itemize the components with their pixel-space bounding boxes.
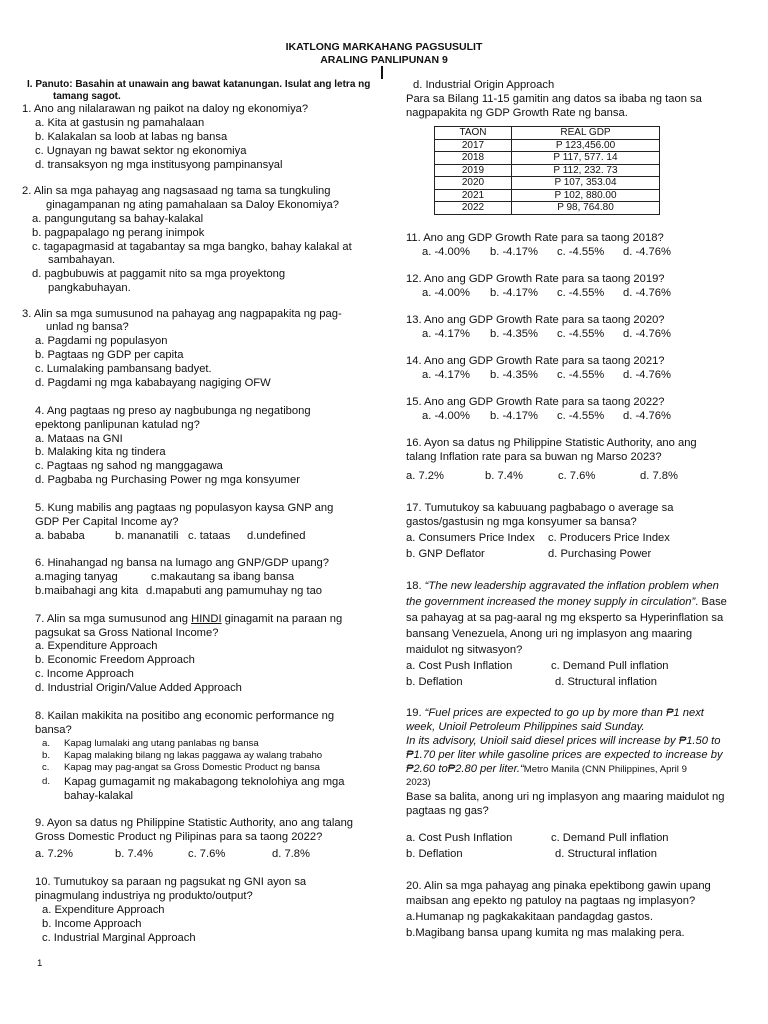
- q2-option-d-1: d. pagbubuwis at paggamit nito sa mga proyektong: [32, 268, 286, 280]
- q4-stem-2: epektong panlipunan katulad ng?: [35, 419, 200, 431]
- q8-option-c: Kapag may pag-angat sa Gross Domestic Product ng bansa: [64, 762, 320, 773]
- q19-line-5: [406, 763, 687, 777]
- q8-option-c-letter: c.: [42, 762, 50, 773]
- q3-option-d: d. Pagdami ng mga kababayang nagiging OFW: [35, 377, 271, 389]
- instructions-line1: I. Panuto: Basahin at unawain ang bawat katanungan. Isulat ang letra ng: [27, 79, 371, 90]
- q10-option-a: a. Expenditure Approach: [42, 904, 165, 916]
- q2-option-a: a. pangungutang sa bahay-kalakal: [32, 213, 204, 225]
- q19-source: Metro Manila (CNN Philippines, April 9: [523, 764, 687, 775]
- q9-option-d: d. 7.8%: [272, 848, 310, 860]
- q4-option-b: b. Malaking kita ng tindera: [35, 446, 166, 458]
- q11-option-c: c. -4.55%: [557, 246, 605, 258]
- q13-option-a: a. -4.17%: [422, 328, 470, 340]
- q8-option-b: Kapag malaking bilang ng lakas paggawa ay walang trabaho: [64, 750, 323, 761]
- q18-line-2: [406, 596, 727, 610]
- table-cell-gdp: P 98, 764.80: [512, 202, 660, 215]
- table-row: [435, 202, 660, 215]
- q11-option-d: d. -4.76%: [623, 246, 671, 258]
- q18-line-3: sa pahayag at sa pag-aaral ng mg eksperto sa Hyperinflation sa: [406, 612, 724, 624]
- table-cell-gdp: P 112, 232. 73: [512, 164, 660, 177]
- table-intro-1: Para sa Bilang 11-15 gamitin ang datos sa ibaba ng taon sa: [406, 93, 702, 105]
- q8-stem-1: 8. Kailan makikita na positibo ang economic performance ng: [35, 710, 335, 722]
- q12-option-d: d. -4.76%: [623, 287, 671, 299]
- q14-option-d: d. -4.76%: [623, 369, 671, 381]
- q16-option-d: d. 7.8%: [640, 470, 678, 482]
- q8-option-b-letter: b.: [42, 750, 51, 761]
- exam-subtitle: ARALING PANLIPUNAN 9: [320, 54, 448, 66]
- q7-stem-1-hindi: HINDI: [191, 613, 222, 625]
- q9-option-c: c. 7.6%: [188, 848, 226, 860]
- q12-option-a: a. -4.00%: [422, 287, 470, 299]
- table-cell-year: 2018: [435, 152, 512, 165]
- q8-option-a: Kapag lumalaki ang utang panlabas ng bansa: [64, 738, 259, 749]
- q12-option-c: c. -4.55%: [557, 287, 605, 299]
- q17-option-a: a. Consumers Price Index: [406, 532, 535, 544]
- q8-option-d-2: bahay-kalakal: [64, 790, 134, 802]
- text-cursor: [381, 66, 383, 79]
- table-cell-gdp: P 123,456.00: [512, 139, 660, 152]
- page-number: 1: [37, 958, 43, 969]
- q8-option-d-letter: d.: [42, 776, 51, 787]
- q3-option-b: b. Pagtaas ng GDP per capita: [35, 349, 184, 361]
- q7-stem-2: pagsukat sa Gross National Income?: [35, 627, 219, 639]
- q17-option-d: d. Purchasing Power: [548, 548, 652, 560]
- q18-line-4: bansang Venezuela, Anong uri ng implasyon ang maaring: [406, 628, 693, 640]
- q16-option-c: c. 7.6%: [558, 470, 596, 482]
- q1-option-c: c. Ugnayan ng bawat sektor ng ekonomiya: [35, 145, 247, 157]
- q10-stem-2: pinagmulang industriya ng produkto/output?: [35, 890, 253, 902]
- q1-option-d: d. transaksyon ng mga institusyong pampinansyal: [35, 159, 283, 171]
- q15-stem: 15. Ano ang GDP Growth Rate para sa taong 2022?: [406, 396, 665, 408]
- q10-option-d: d. Industrial Origin Approach: [413, 79, 555, 91]
- q10-option-b: b. Income Approach: [42, 918, 142, 930]
- q2-stem-1: 2. Alin sa mga pahayag ang nagsasaad ng tama sa tungkuling: [22, 185, 331, 197]
- q20-stem-1: 20. Alin sa mga pahayag ang pinaka epektibong gawin upang: [406, 880, 711, 892]
- q19-quote-5: ₱2.60 to₱2.80 per liter.“: [406, 763, 524, 775]
- q20-stem-2: maibsan ang epekto ng patuloy na pagtaas ng implasyon?: [406, 895, 696, 907]
- table-row: [435, 177, 660, 190]
- q9-stem-2: Gross Domestic Product ng Pilipinas para sa taong 2022?: [35, 831, 323, 843]
- q8-option-d-1: Kapag gumagamit ng makabagong teknolohiya ang mga: [64, 776, 345, 788]
- q8-stem-2: bansa?: [35, 724, 72, 736]
- q7-option-d: d. Industrial Origin/Value Added Approach: [35, 682, 242, 694]
- q19-quote-4: ₱1.70 per liter while gasoline prices are expected to increase by: [406, 749, 723, 761]
- q5-stem-1: 5. Kung mabilis ang pagtaas ng populasyon kaysa GNP ang: [35, 502, 334, 514]
- table-cell-gdp: P 102, 880.00: [512, 189, 660, 202]
- q2-option-c-2: sambahayan.: [48, 254, 116, 266]
- table-cell-year: 2019: [435, 164, 512, 177]
- q2-stem-2: ginagampanan ng ating pamahalaan sa Daloy Ekonomiya?: [46, 199, 339, 211]
- q5-stem-2: GDP Per Capital Income ay?: [35, 516, 179, 528]
- q6-option-b: b.maibahagi ang kita: [35, 585, 139, 597]
- q20-option-b: b.Magibang bansa upang kumita ng mas malaking pera.: [406, 927, 685, 939]
- table-header-real-gdp: REAL GDP: [512, 127, 660, 140]
- table-header-row: [435, 127, 660, 140]
- table-cell-year: 2020: [435, 177, 512, 190]
- q15-option-b: b. -4.17%: [490, 410, 538, 422]
- q18-quote-1: “The new leadership aggravated the inflation problem when: [424, 580, 719, 592]
- q7-stem-1: [35, 613, 342, 627]
- table-cell-year: 2017: [435, 139, 512, 152]
- q4-option-a: a. Mataas na GNI: [35, 433, 123, 445]
- q18-line-1: [406, 580, 719, 594]
- q1-stem: 1. Ano ang nilalarawan ng paikot na daloy ng ekonomiya?: [22, 103, 309, 115]
- q4-option-d: d. Pagbaba ng Purchasing Power ng mga konsyumer: [35, 474, 300, 486]
- q17-stem-2: gastos/gastusin ng mga konsyumer sa bansa?: [406, 516, 637, 528]
- q20-option-a: a.Humanap ng pagkakakitaan pandagdag gastos.: [406, 911, 653, 923]
- q7-stem-1-post: ginagamit na paraan ng: [221, 613, 343, 625]
- q2-option-b: b. pagpapalago ng perang inimpok: [32, 227, 205, 239]
- q6-option-a: a.maging tanyag: [35, 571, 118, 583]
- q16-option-b: b. 7.4%: [485, 470, 523, 482]
- q8-option-a-letter: a.: [42, 738, 51, 749]
- q3-stem-1: 3. Alin sa mga sumusunod na pahayag ang nagpapakita ng pag-: [22, 308, 342, 320]
- table-cell-gdp: P 107, 353.04: [512, 177, 660, 190]
- q14-option-a: a. -4.17%: [422, 369, 470, 381]
- q9-option-a: a. 7.2%: [35, 848, 73, 860]
- q19-option-d: d. Structural inflation: [555, 848, 657, 860]
- q14-option-b: b. -4.35%: [490, 369, 538, 381]
- q2-option-d-2: pangkabuhayan.: [48, 282, 131, 294]
- q19-stem-1: Base sa balita, anong uri ng implasyon ang maaring maidulot ng: [406, 791, 725, 803]
- table-header-taon: TAON: [435, 127, 512, 140]
- q19-number: 19.: [406, 707, 425, 719]
- q18-number: 18.: [406, 580, 425, 592]
- q12-option-b: b. -4.17%: [490, 287, 538, 299]
- q19-quote-1: “Fuel prices are expected to go up by more than ₱1 next: [424, 707, 704, 719]
- q6-option-d: d.mapabuti ang pamumuhay ng tao: [146, 585, 323, 597]
- q16-stem-1: 16. Ayon sa datus ng Philippine Statistic Authority, ano ang: [406, 437, 697, 449]
- table-row: [435, 164, 660, 177]
- instructions-line2: tamang sagot.: [53, 91, 121, 102]
- q13-stem: 13. Ano ang GDP Growth Rate para sa taong 2020?: [406, 314, 665, 326]
- q17-option-c: c. Producers Price Index: [548, 532, 670, 544]
- table-cell-year: 2021: [435, 189, 512, 202]
- exam-title: IKATLONG MARKAHANG PAGSUSULIT: [285, 41, 483, 53]
- q12-stem: 12. Ano ang GDP Growth Rate para sa taong 2019?: [406, 273, 665, 285]
- q19-line-1: [406, 707, 704, 721]
- q19-option-b: b. Deflation: [406, 848, 463, 860]
- q18-option-b: b. Deflation: [406, 676, 463, 688]
- q17-option-b: b. GNP Deflator: [406, 548, 485, 560]
- q19-source-year: 2023): [406, 777, 431, 788]
- q4-stem-1: 4. Ang pagtaas ng preso ay nagbubunga ng negatibong: [35, 405, 311, 417]
- q15-option-c: c. -4.55%: [557, 410, 605, 422]
- table-cell-year: 2022: [435, 202, 512, 215]
- q3-stem-2: unlad ng bansa?: [46, 321, 129, 333]
- q19-option-a: a. Cost Push Inflation: [406, 832, 513, 844]
- q10-option-c: c. Industrial Marginal Approach: [42, 932, 196, 944]
- q7-option-c: c. Income Approach: [35, 668, 134, 680]
- q2-option-c-1: c. tagapagmasid at tagabantay sa mga bangko, bahay kalakal at: [32, 241, 352, 253]
- q1-option-a: a. Kita at gastusin ng pamahalaan: [35, 117, 205, 129]
- q11-stem: 11. Ano ang GDP Growth Rate para sa taong 2018?: [406, 232, 664, 244]
- q9-stem-1: 9. Ayon sa datus ng Philippine Statistic Authority, ano ang talang: [35, 817, 354, 829]
- gdp-table: [434, 126, 660, 215]
- q5-option-b: b. mananatili: [115, 530, 179, 542]
- q7-stem-1-pre: 7. Alin sa mga sumusunod ang: [35, 613, 192, 625]
- q18-line-5: maidulot ng sitwasyon?: [406, 644, 523, 656]
- q11-option-a: a. -4.00%: [422, 246, 470, 258]
- q13-option-d: d. -4.76%: [623, 328, 671, 340]
- q5-option-a: a. bababa: [35, 530, 85, 542]
- q14-option-c: c. -4.55%: [557, 369, 605, 381]
- q13-option-b: b. -4.35%: [490, 328, 538, 340]
- q15-option-a: a. -4.00%: [422, 410, 470, 422]
- q3-option-a: a. Pagdami ng populasyon: [35, 335, 168, 347]
- q19-quote-3: In its advisory, Unioil said diesel prices will increase by ₱1.50 to: [406, 735, 721, 747]
- table-row: [435, 189, 660, 202]
- table-row: [435, 139, 660, 152]
- q14-stem: 14. Ano ang GDP Growth Rate para sa taong 2021?: [406, 355, 665, 367]
- q11-option-b: b. -4.17%: [490, 246, 538, 258]
- q18-option-d: d. Structural inflation: [555, 676, 657, 688]
- q3-option-c: c. Lumalaking pambansang badyet.: [35, 363, 212, 375]
- q16-option-a: a. 7.2%: [406, 470, 444, 482]
- table-cell-gdp: P 117, 577. 14: [512, 152, 660, 165]
- q19-quote-2: week, Unioil Petroleum Philippines said Sunday.: [406, 721, 645, 733]
- q19-stem-2: pagtaas ng gas?: [406, 805, 489, 817]
- q7-option-b: b. Economic Freedom Approach: [35, 654, 195, 666]
- q4-option-c: c. Pagtaas ng sahod ng manggagawa: [35, 460, 223, 472]
- q17-stem-1: 17. Tumutukoy sa kabuuang pagbabago o average sa: [406, 502, 674, 514]
- q18-quote-2: the government increased the money supply in circulation”: [406, 596, 696, 608]
- q15-option-d: d. -4.76%: [623, 410, 671, 422]
- q6-option-c: c.makautang sa ibang bansa: [151, 571, 295, 583]
- table-intro-2: nagpapakita ng GDP Growth Rate ng bansa.: [406, 107, 628, 119]
- q1-option-b: b. Kalakalan sa loob at labas ng bansa: [35, 131, 228, 143]
- table-row: [435, 152, 660, 165]
- q13-option-c: c. -4.55%: [557, 328, 605, 340]
- q18-option-a: a. Cost Push Inflation: [406, 660, 513, 672]
- q10-stem-1: 10. Tumutukoy sa paraan ng pagsukat ng GNI ayon sa: [35, 876, 307, 888]
- q19-option-c: c. Demand Pull inflation: [551, 832, 669, 844]
- q5-option-d: d.undefined: [247, 530, 306, 542]
- q18-quote-2-post: . Base: [695, 596, 727, 608]
- q9-option-b: b. 7.4%: [115, 848, 153, 860]
- q6-stem: 6. Hinahangad ng bansa na lumago ang GNP/GDP upang?: [35, 557, 329, 569]
- q7-option-a: a. Expenditure Approach: [35, 640, 158, 652]
- q18-option-c: c. Demand Pull inflation: [551, 660, 669, 672]
- q5-option-c: c. tataas: [188, 530, 231, 542]
- q16-stem-2: talang Inflation rate para sa buwan ng Marso 2023?: [406, 451, 662, 463]
